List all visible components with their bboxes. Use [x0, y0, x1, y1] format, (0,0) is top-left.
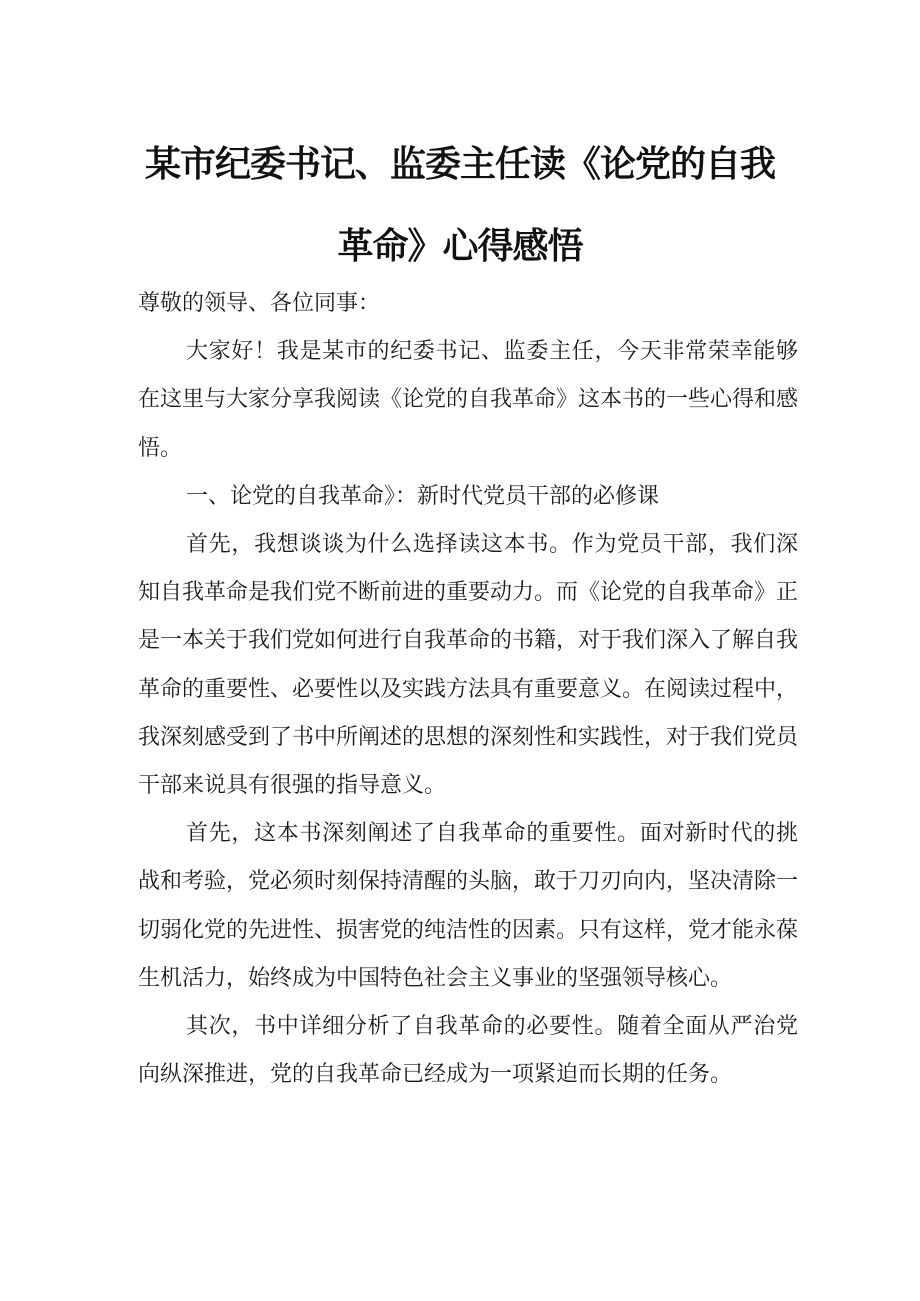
document-title-line-2: 革命》心得感悟: [337, 226, 583, 267]
document-body: [138, 280, 798, 1099]
paragraph-why-read: 首先，我想谈谈为什么选择读这本书。作为党员干部，我们深知自我革命是我们党不断前进的重要动力。而《论党的自我革命》正是一本关于我们党如何进行自我革命的书籍，对于我们深入了解自我革命的重要性、必要性以及实践方法具有重要意义。在阅读过程中，我深刻感受到了书中所阐述的思想的深刻性和实践性，对于我们党员干部来说具有很强的指导意义。: [138, 532, 799, 799]
paragraph-importance: 首先，这本书深刻阐述了自我革命的重要性。面对新时代的挑战和考验，党必须时刻保持清醒的头脑，敢于刀刃向内，坚决清除一切弱化党的先进性、损害党的纯洁性的因素。只有这样，党才能永葆生机活力，始终成为中国特色社会主义事业的坚强领导核心。: [138, 821, 799, 991]
salutation: 尊敬的领导、各位同事：: [138, 291, 381, 316]
section-heading-1: 一、论党的自我革命》：新时代党员干部的必修课: [186, 483, 660, 509]
paragraph-necessity: 其次，书中详细分析了自我革命的必要性。随着全面从严治党向纵深推进，党的自我革命已经成为一项紧迫而长期的任务。: [138, 1014, 798, 1088]
document-title-line-1: 某市纪委书记、监委主任读《论党的自我: [144, 144, 775, 185]
paragraph-greeting: 大家好！我是某市的纪委书记、监委主任，今天非常荣幸能够在这里与大家分享我阅读《论党的自我革命》这本书的一些心得和感悟。: [138, 339, 799, 461]
